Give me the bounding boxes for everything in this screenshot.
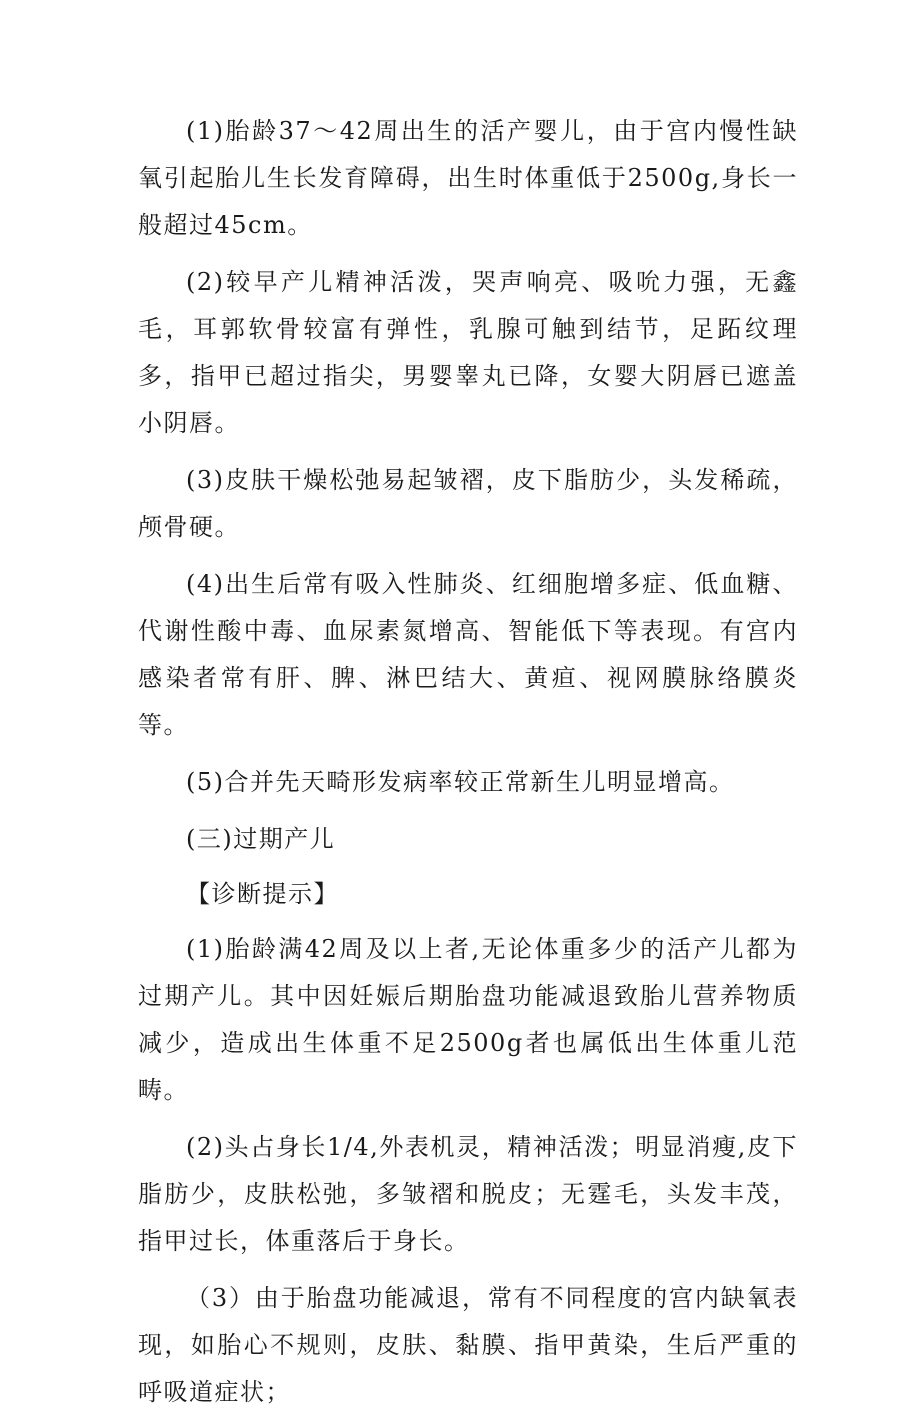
document-body (138, 108, 798, 1426)
paragraph-5: (5)合并先天畸形发病率较正常新生儿明显增高。 (186, 768, 735, 796)
paragraph-6: (1)胎龄满42周及以上者,无论体重多少的活产儿都为过期产儿。其中因妊娠后期胎盘功能减退致胎儿营养物质减少，造成出生体重不足2500g者也属低出生体重儿范畴。 (138, 935, 798, 1104)
paragraph-1: (1)胎龄37～42周出生的活产婴儿，由于宫内慢性缺氧引起胎儿生长发育障碍，出生时体重低于2500g,身长一般超过45cm。 (138, 117, 798, 239)
paragraph-3: (3)皮肤干燥松弛易起皱褶，皮下脂肪少，头发稀疏，颅骨硬。 (138, 466, 798, 541)
subsection-heading: 【诊断提示】 (186, 880, 339, 908)
paragraph-7: (2)头占身长1/4,外表机灵，精神活泼；明显消瘦,皮下脂肪少，皮肤松弛，多皱褶和脱皮；无霆毛，头发丰茂，指甲过长，体重落后于身长。 (138, 1133, 798, 1255)
section-heading: (三)过期产儿 (186, 825, 336, 853)
paragraph-8: （3）由于胎盘功能减退，常有不同程度的宫内缺氧表现，如胎心不规则，皮肤、黏膜、指甲黄染，生后严重的呼吸道症状； (138, 1284, 798, 1406)
paragraph-4: (4)出生后常有吸入性肺炎、红细胞增多症、低血糖、代谢性酸中毒、血尿素氮增高、智能低下等表现。有宫内感染者常有肝、脾、淋巴结大、黄疸、视网膜脉络膜炎等。 (138, 570, 798, 739)
paragraph-2: (2)较早产儿精神活泼，哭声响亮、吸吮力强，无鑫毛，耳郭软骨较富有弹性，乳腺可触到结节，足跖纹理多，指甲已超过指尖，男婴睾丸已降，女婴大阴唇已遮盖小阴唇。 (138, 268, 798, 437)
